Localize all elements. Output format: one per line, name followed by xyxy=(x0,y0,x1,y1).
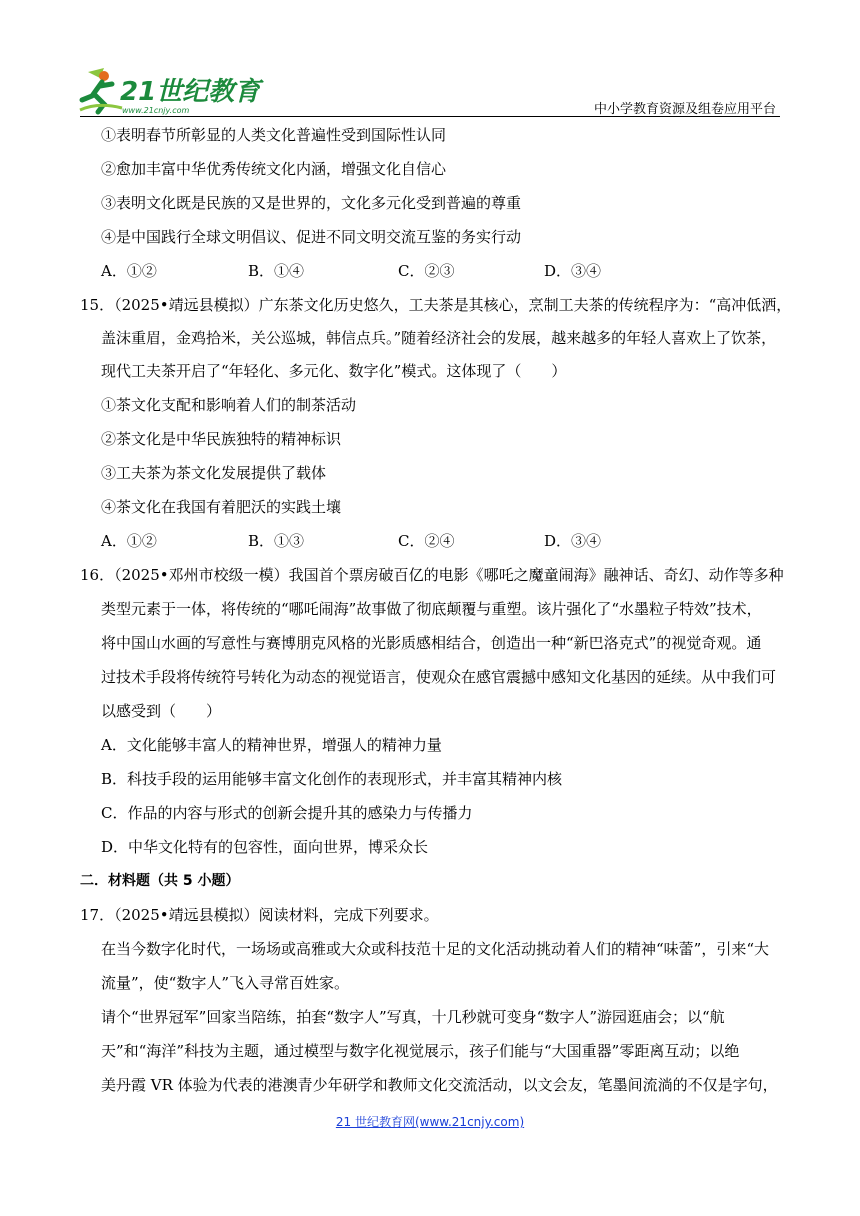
q15-option-b: B．①③ xyxy=(248,532,305,550)
q16-stem-line: 将中国山水画的写意性与赛博朋克风格的光影质感相结合，创造出一种“新巴洛克式”的视觉奇观。通 xyxy=(101,634,762,652)
q16-option-d: D．中华文化特有的包容性，面向世界，博采众长 xyxy=(101,838,429,856)
q15-item: ③工夫茶为茶文化发展提供了载体 xyxy=(101,464,327,482)
q15-option-d: D．③④ xyxy=(544,532,602,550)
logo-url: www.21cnjy.com xyxy=(122,106,190,115)
section-heading: 二．材料题（共 5 小题） xyxy=(80,873,240,889)
q14-item: ④是中国践行全球文明倡议、促进不同文明交流互鉴的务实行动 xyxy=(101,228,522,246)
logo-text: 21世纪教育 xyxy=(120,77,261,107)
q15-stem-line: 盖沫重眉，金鸡拾米，关公巡城，韩信点兵。”随着经济社会的发展，越来越多的年轻人喜欢上了饮茶， xyxy=(101,329,777,347)
q15-item: ②茶文化是中华民族独特的精神标识 xyxy=(101,430,342,448)
q16-option-b: B．科技手段的运用能够丰富文化创作的表现形式，并丰富其精神内核 xyxy=(101,770,563,788)
q15-item: ①茶文化支配和影响着人们的制茶活动 xyxy=(101,396,357,414)
logo-21cnjy xyxy=(78,66,278,116)
q17-material-line: 请个“世界冠军”回家当陪练，拍套“数字人”写真，十几秒就可变身“数字人”游园逛庙会；以“航 xyxy=(101,1008,725,1026)
q16-stem-line: 过技术手段将传统符号转化为动态的视觉语言，使观众在感官震撼中感知文化基因的延续。从中我们可 xyxy=(101,668,777,686)
q16-option-c: C．作品的内容与形式的创新会提升其的感染力与传播力 xyxy=(101,804,473,822)
q17-intro: 17．（2025•靖远县模拟）阅读材料，完成下列要求。 xyxy=(80,906,439,924)
q14-option-c: C．②③ xyxy=(398,262,455,280)
q17-material-line: 天”和“海洋”科技为主题，通过模型与数字化视觉展示，孩子们能与“大国重器”零距离互动；以绝 xyxy=(101,1042,740,1060)
header-divider xyxy=(80,116,780,117)
q14-option-b: B．①④ xyxy=(248,262,305,280)
q17-material-line: 在当今数字化时代，一场场或高雅或大众或科技范十足的文化活动挑动着人们的精神“味蕾”，引来“大 xyxy=(101,940,770,958)
q17-material-line: 美丹霞 VR 体验为代表的港澳青少年研学和教师文化交流活动，以文会友，笔墨间流淌的不仅是字句， xyxy=(101,1076,778,1094)
q16-option-a: A．文化能够丰富人的精神世界，增强人的精神力量 xyxy=(101,736,442,754)
page-header xyxy=(0,0,860,120)
q16-stem-line: 16．（2025•邓州市校级一模）我国首个票房破百亿的电影《哪吒之魔童闹海》融神话、奇幻、动作等多种 xyxy=(80,566,784,584)
q15-item: ④茶文化在我国有着肥沃的实践土壤 xyxy=(101,498,342,516)
q14-option-a: A．①② xyxy=(101,262,157,280)
q14-item: ③表明文化既是民族的又是世界的，文化多元化受到普遍的尊重 xyxy=(101,194,522,212)
platform-name: 中小学教育资源及组卷应用平台 xyxy=(593,102,776,117)
q16-stem-line: 以感受到（ ） xyxy=(101,702,222,720)
q16-stem-line: 类型元素于一体，将传统的“哪吒闹海”故事做了彻底颠覆与重塑。该片强化了“水墨粒子特效”技术， xyxy=(101,600,762,618)
q17-material-line: 流量”，使“数字人”飞入寻常百姓家。 xyxy=(101,974,350,992)
q15-option-a: A．①② xyxy=(101,532,157,550)
q15-stem-line: 现代工夫茶开启了“年轻化、多元化、数字化”模式。这体现了（ ） xyxy=(101,362,567,380)
page-footer xyxy=(0,1113,860,1130)
footer-link[interactable]: 21 世纪教育网(www.21cnjy.com) xyxy=(335,1115,525,1129)
q15-option-c: C．②④ xyxy=(398,532,455,550)
q15-stem-line: 15．（2025•靖远县模拟）广东茶文化历史悠久，工夫茶是其核心，烹制工夫茶的传统程序为：“高冲低洒， xyxy=(80,296,792,314)
q14-option-d: D．③④ xyxy=(544,262,602,280)
q14-item: ①表明春节所彰显的人类文化普遍性受到国际性认同 xyxy=(101,126,447,144)
q14-item: ②愈加丰富中华优秀传统文化内涵，增强文化自信心 xyxy=(101,160,447,178)
